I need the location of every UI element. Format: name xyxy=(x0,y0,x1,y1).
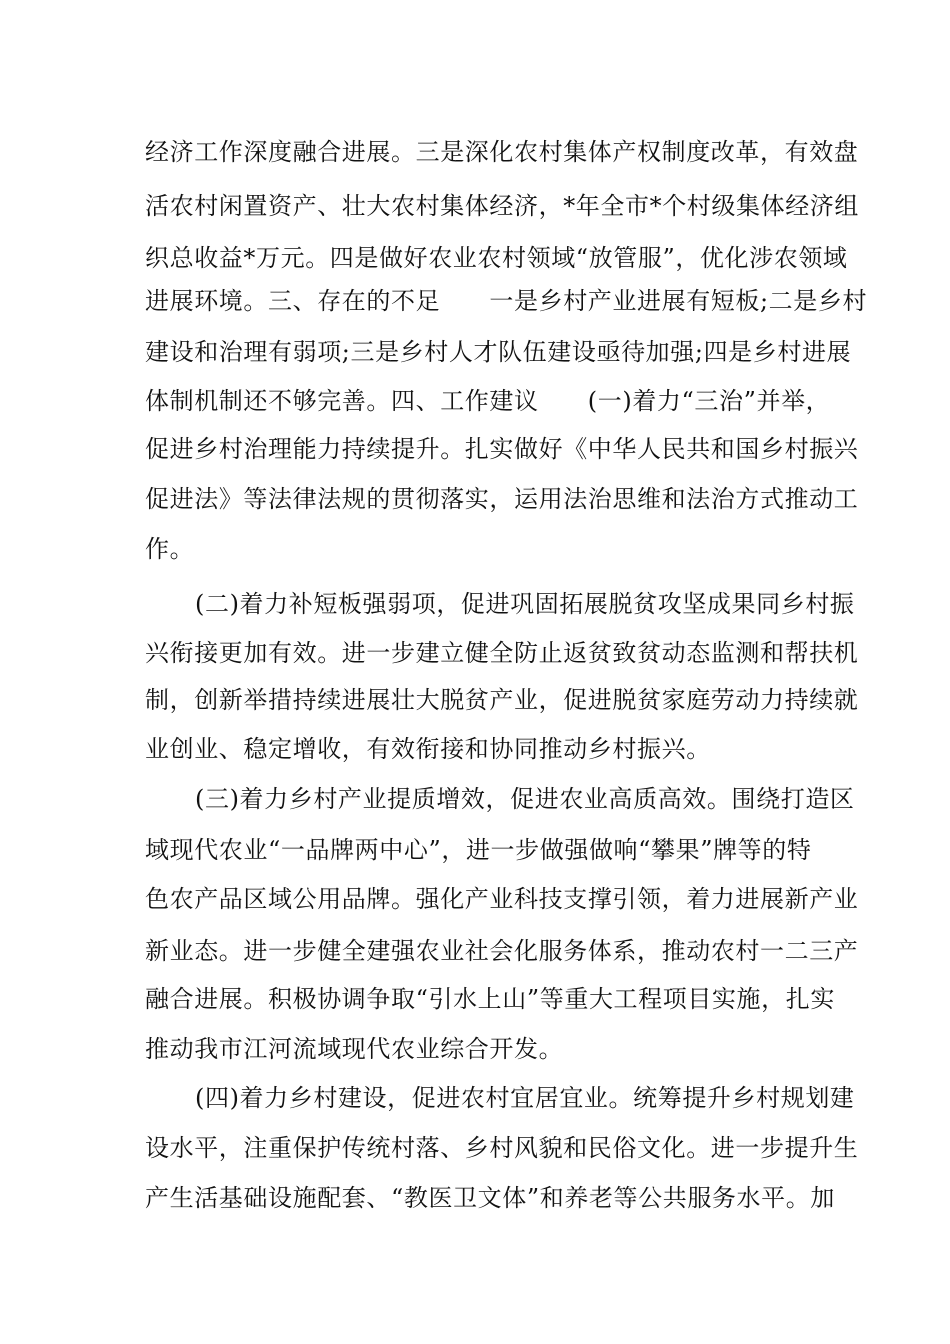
text-line: 经济工作深度融合进展。三是深化农村集体产权制度改革，有效盘 xyxy=(145,138,859,166)
text-line: 融合进展。积极协调争取“引水上山”等重大工程项目实施，扎实 xyxy=(145,985,835,1013)
text-line: 推动我市江河流域现代农业综合开发。 xyxy=(145,1035,564,1063)
text-line: 活农村闲置资产、壮大农村集体经济，*年全市*个村级集体经济组 xyxy=(145,192,859,220)
paragraph-start: (四)着力乡村建设，促进农村宜居宜业。统筹提升乡村规划建 xyxy=(195,1084,855,1112)
text-line: 新业态。进一步健全建强农业社会化服务体系，推动农村一二三产 xyxy=(145,937,859,965)
text-line: 促进乡村治理能力持续提升。扎实做好《中华人民共和国乡村振兴 xyxy=(145,435,859,463)
text-line: 色农产品区域公用品牌。强化产业科技支撑引领，着力进展新产业 xyxy=(145,885,859,913)
text-line: 设水平，注重保护传统村落、乡村风貌和民俗文化。进一步提升生 xyxy=(145,1134,859,1162)
text-line: 业创业、稳定增收，有效衔接和协同推动乡村振兴。 xyxy=(145,735,711,763)
paragraph-start: (三)着力乡村产业提质增效，促进农业高质高效。围绕打造区 xyxy=(195,785,855,813)
text-line: 产生活基础设施配套、“教医卫文体”和养老等公共服务水平。加 xyxy=(145,1184,835,1212)
text-line: 进展环境。三、存在的不足 一是乡村产业进展有短板;二是乡村 xyxy=(145,287,868,315)
text-line: 织总收益*万元。四是做好农业农村领域“放管服”，优化涉农领域 xyxy=(145,244,848,272)
text-line: 域现代农业“一品牌两中心”，进一步做强做响“攀果”牌等的特 xyxy=(145,836,812,864)
paragraph-start: (二)着力补短板强弱项，促进巩固拓展脱贫攻坚成果同乡村振 xyxy=(195,590,855,618)
text-line: 制，创新举措持续进展壮大脱贫产业，促进脱贫家庭劳动力持续就 xyxy=(145,686,859,714)
text-line: 兴衔接更加有效。进一步建立健全防止返贫致贫动态监测和帮扶机 xyxy=(145,639,859,667)
text-line: 促进法》等法律法规的贯彻落实，运用法治思维和法治方式推动工 xyxy=(145,485,859,513)
text-line: 建设和治理有弱项;三是乡村人才队伍建设亟待加强;四是乡村进展 xyxy=(145,338,852,366)
text-line: 作。 xyxy=(145,535,195,563)
text-line: 体制机制还不够完善。四、工作建议 (一)着力“三治”并举， xyxy=(145,387,831,415)
